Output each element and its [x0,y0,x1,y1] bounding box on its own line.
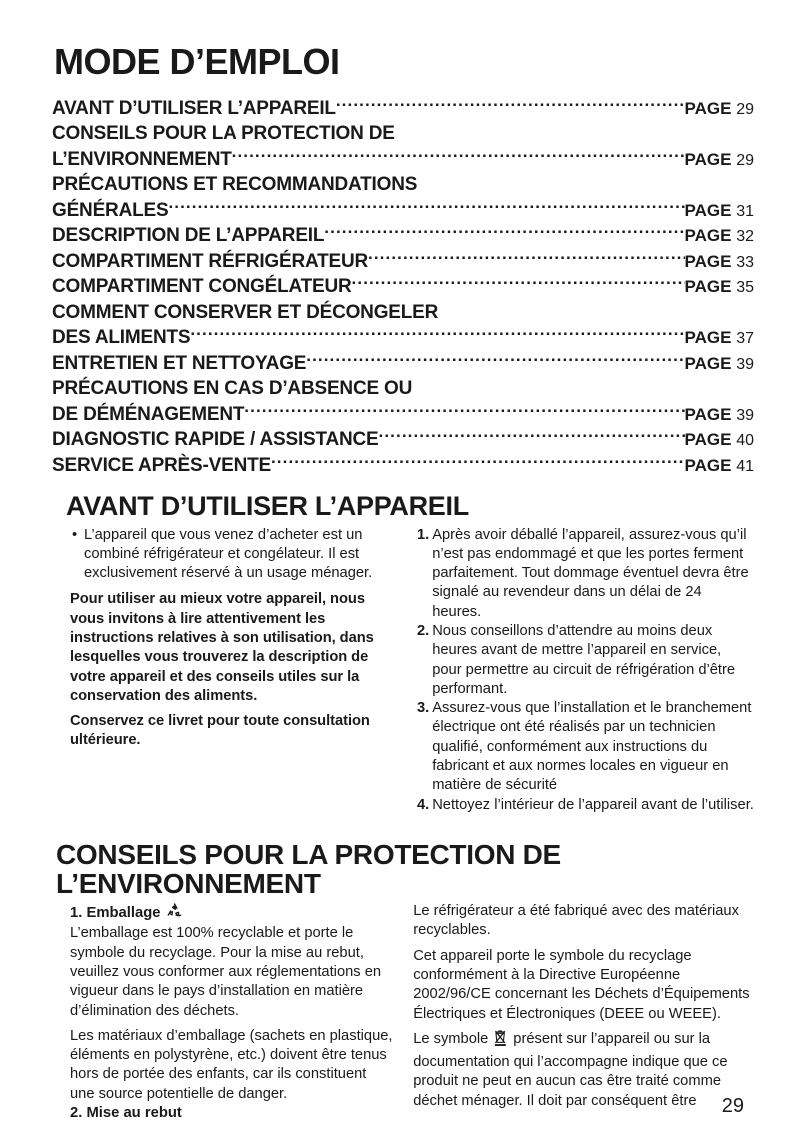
list-item [70,526,393,584]
paragraph-symbole-weee-before: Le symbole [413,1030,489,1047]
toc-entry[interactable] [52,165,754,191]
toc-entry-label: AVANT D’UTILISER L’APPAREIL [52,97,336,114]
toc-page-number: 33 [736,253,754,267]
toc-entry-label: DES ALIMENTS [52,327,191,343]
toc-entry-page [685,198,754,216]
section-heading-conseils-environnement [56,838,754,899]
subheading-emballage-label: 1. Emballage [70,904,161,921]
section-avant-columns [52,526,754,815]
toc-entry-label: CONSEILS POUR LA PROTECTION DE [52,123,395,139]
toc-page-number: 32 [736,228,754,241]
toc-page-word: PAGE [684,251,732,267]
toc-entry-label: COMPARTIMENT CONGÉLATEUR [52,276,352,292]
paragraph-materiaux-recyclables: Le réfrigérateur a été fabriqué avec des matériaux recyclables. [413,903,739,939]
toc-entry-label: DESCRIPTION DE L’APPAREIL [52,225,325,241]
toc-page-word: PAGE [684,226,732,241]
toc-entry-label: PRÉCAUTIONS ET RECOMMANDATIONS [52,174,418,190]
list-item-number: 4. [416,796,430,813]
section-heading-avant-dutiliser: AVANT D’UTILISER L’APPAREIL [66,490,469,521]
toc-page-word: PAGE [684,277,732,292]
section-conseils-right-column [413,902,754,1117]
toc-entry[interactable] [52,318,754,344]
section-avant-left-column [52,526,393,757]
page-number-folio: 29 [721,1095,744,1117]
toc-entry-page [685,223,754,241]
toc-entry[interactable] [52,343,754,369]
toc-entry-label: COMMENT CONSERVER ET DÉCONGELER [52,301,439,318]
toc-leader-dots [244,394,684,420]
toc-page-word: PAGE [684,149,732,165]
toc-leader-dots [379,420,685,446]
toc-leader-dots [190,318,684,344]
toc-entry[interactable] [52,445,754,471]
toc-entry-page [685,402,754,420]
toc-page-number: 39 [736,406,754,420]
toc-entry-page [685,274,754,292]
toc-leader-dots [417,165,754,191]
list-item-text: Nettoyez l’intérieur de l’appareil avant de l’utiliser. [432,796,754,813]
recycle-mobius-icon [165,902,184,924]
section-heading-line-2: L’ENVIRONNEMENT [56,867,321,899]
toc-entry[interactable] [52,114,754,140]
toc-entry-label: SERVICE APRÈS-VENTE [52,454,271,471]
bullet-marker: • [72,526,78,543]
toc-entry[interactable] [52,267,754,293]
toc-entry[interactable] [52,139,754,165]
toc-entry-page [685,249,754,267]
toc-page-number: 40 [736,432,754,445]
bullet-text: L’appareil que vous venez d’acheter est un combiné réfrigérateur et congélateur. Il est exclusivement réservé à un usage ménager. [84,526,373,582]
section-heading-line-1: CONSEILS POUR LA PROTECTION DE [56,838,561,870]
toc-leader-dots [324,216,684,242]
paragraph-bold-keep-booklet: Conservez ce livret pour toute consultation ultérieure. [70,713,370,749]
toc-entry[interactable] [52,394,754,420]
toc-page-number: 31 [736,202,754,216]
toc-page-word: PAGE [684,200,732,216]
toc-leader-dots [271,445,685,471]
list-item-number: 2. [416,622,430,639]
table-of-contents [52,88,754,471]
toc-page-word: PAGE [684,353,732,369]
toc-page-word: PAGE [684,404,732,420]
toc-page-number: 35 [736,279,754,292]
toc-leader-dots [412,369,754,395]
paragraph-bold-usage: Pour utiliser au mieux votre appareil, nous vous invitons à lire attentivement les instructions relatives à son utilisation, dans lesquelles vous trouverez la description de votre appareil et des conseils utiles sur la conservation des aliments. [70,591,374,704]
toc-entry-label: DE DÉMÉNAGEMENT [52,403,245,420]
list-item [413,699,754,795]
crossed-out-wheelie-bin-icon [493,1030,508,1053]
list-item [413,526,754,622]
toc-leader-dots [438,292,754,318]
list-item-text: Assurez-vous que l’installation et le branchement électrique ont été réalisés par un technicien qualifié, conformément aux instructions du fabricant et aux normes locales en vigueur en matière de sécurité [432,700,752,794]
toc-leader-dots [395,114,754,140]
toc-entry-page [685,96,754,114]
toc-entry-page [685,325,754,343]
toc-entry-label: DIAGNOSTIC RAPIDE / ASSISTANCE [52,429,379,445]
list-item-text: Après avoir déballé l’appareil, assurez-vous qu’il n’est pas endommagé et que les portes ferment parfaitement. Tout dommage éventuel devra être signalé au revendeur dans un délai de 24 heures. [432,526,749,620]
toc-entry[interactable] [52,216,754,242]
paragraph-symbole-weee-after: présent sur l’appareil ou sur la documentation qui l’accompagne indique que ce produit ne peut en aucun cas être traité comme déchet ménager. Il doit par conséquent être [413,1030,728,1109]
toc-leader-dots [168,190,684,216]
toc-entry-page [685,427,754,445]
list-item [413,796,754,815]
toc-entry-label: COMPARTIMENT RÉFRIGÉRATEUR [52,250,369,267]
list-item-number: 1. [416,526,430,543]
toc-page-number: 29 [736,100,754,114]
toc-entry[interactable] [52,241,754,267]
toc-entry-label: L’ENVIRONNEMENT [52,148,232,165]
numbered-list-avant [413,526,754,815]
toc-entry[interactable] [52,420,754,446]
toc-page-number: 39 [736,355,754,369]
toc-leader-dots [306,343,684,369]
section-conseils-left-column [52,902,393,1123]
list-item [413,622,754,699]
paragraph-directive-europeenne: Cet appareil porte le symbole du recyclage conformément à la Directive Européenne 2002/96/CE concernant les Déchets d’Équipements Électriques et Électroniques (DEEE ou WEEE). [413,947,750,1022]
toc-page-number: 37 [736,330,754,343]
toc-entry[interactable] [52,292,754,318]
toc-page-number: 41 [736,457,754,471]
toc-page-number: 29 [736,151,754,165]
paragraph-emballage-materiaux: Les matériaux d’emballage (sachets en plastique, éléments en polystyrène, etc.) doivent être tenus hors de portée des enfants, car ils constituent une source potentielle de danger. [70,1027,393,1102]
toc-entry-page [685,351,754,369]
toc-entry-page [685,453,754,471]
subheading-emballage [70,902,393,924]
toc-leader-dots [336,88,685,114]
toc-entry[interactable] [52,190,754,216]
toc-entry-label: GÉNÉRALES [52,199,169,216]
toc-leader-dots [232,139,685,165]
toc-entry-label: ENTRETIEN ET NETTOYAGE [52,352,307,369]
toc-leader-dots [368,241,685,267]
list-item-number: 3. [416,700,430,717]
toc-page-word: PAGE [684,328,732,343]
list-item-text: Nous conseillons d’attendre au moins deux heures avant de mettre l’appareil en service, pour permettre au circuit de réfrigération d’être performant. [432,622,736,697]
paragraph-symbole-weee [413,1030,754,1111]
toc-page-word: PAGE [684,455,732,471]
toc-page-word: PAGE [684,98,732,114]
toc-leader-dots [352,267,685,293]
page-title: MODE D’EMPLOI [54,41,340,82]
toc-entry-page [685,147,754,165]
section-conseils-columns [52,902,754,1123]
paragraph-emballage-recyclable: L’emballage est 100% recyclable et porte le symbole du recyclage. Pour la mise au rebut, veuillez vous conformer aux réglementations en vigueur dans le pays d’installation en matière d’élimination des déchets. [70,925,382,1019]
toc-entry-label: PRÉCAUTIONS EN CAS D’ABSENCE OU [52,378,413,394]
subheading-mise-au-rebut: 2. Mise au rebut [70,1105,182,1122]
section-avant-right-column [413,526,754,815]
toc-entry[interactable] [52,369,754,395]
toc-entry[interactable] [52,88,754,114]
toc-page-word: PAGE [684,430,732,445]
